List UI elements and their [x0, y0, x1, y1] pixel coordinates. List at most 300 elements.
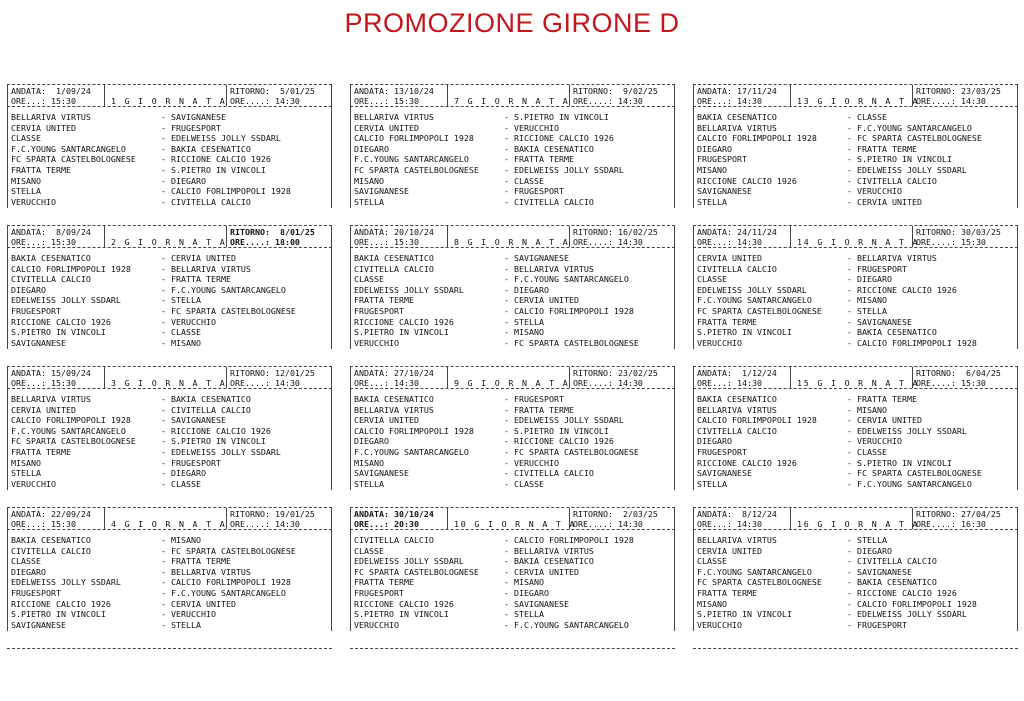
- away-team: STELLA: [514, 316, 544, 327]
- match-row: [354, 306, 671, 317]
- giornata-block: [693, 84, 1018, 225]
- home-team: FC SPARTA CASTELBOLOGNESE: [697, 577, 822, 588]
- giornata-header: [693, 85, 1018, 106]
- match-dash: -: [504, 284, 509, 295]
- match-dash: -: [161, 327, 166, 338]
- away-team: DIEGARO: [857, 545, 892, 556]
- home-team: RICCIONE CALCIO 1926: [354, 316, 454, 327]
- match-row: [11, 338, 328, 349]
- match-row: [697, 577, 1014, 588]
- giornata-block: [350, 507, 675, 648]
- away-team: CALCIO FORLIMPOPOLI 1928: [171, 577, 291, 588]
- giornata-header: [7, 226, 332, 247]
- away-team: F.C.YOUNG SANTARCANGELO: [171, 587, 286, 598]
- away-team: RICCIONE CALCIO 1926: [857, 284, 957, 295]
- match-dash: -: [504, 425, 509, 436]
- away-team: FRATTA TERME: [171, 274, 231, 285]
- match-dash: -: [504, 337, 509, 348]
- header-separator: [104, 508, 105, 529]
- ritorno-time: ORE....: 14:30: [230, 96, 300, 106]
- header-separator: [226, 226, 227, 247]
- header-row-times: [11, 378, 328, 389]
- match-list: [693, 532, 1018, 631]
- away-team: S.PIETRO IN VINCOLI: [514, 425, 609, 436]
- home-team: CLASSE: [354, 545, 384, 556]
- match-row: [11, 253, 328, 264]
- away-team: CIVITELLA CALCIO: [171, 196, 251, 207]
- match-row: [354, 112, 671, 123]
- match-row: [354, 577, 671, 588]
- home-team: EDELWEISS JOLLY SSDARL: [11, 577, 121, 588]
- andata-time: ORE...: 15:30: [11, 96, 76, 106]
- match-dash: -: [847, 327, 852, 338]
- away-team: FRUGESPORT: [171, 457, 221, 468]
- match-dash: -: [161, 556, 166, 567]
- andata-date: ANDATA: 13/10/24: [354, 86, 434, 96]
- away-team: CERVIA UNITED: [514, 295, 579, 306]
- home-team: CIVITELLA CALCIO: [11, 274, 91, 285]
- header-row-times: [11, 237, 328, 248]
- home-team: CIVITELLA CALCIO: [697, 425, 777, 436]
- home-team: F.C.YOUNG SANTARCANGELO: [354, 154, 469, 165]
- away-team: STELLA: [514, 609, 544, 620]
- giornata-label: 4 G I O R N A T A: [111, 519, 227, 529]
- andata-time: ORE...: 14:30: [697, 519, 762, 529]
- match-row: [11, 197, 328, 208]
- match-row: [11, 415, 328, 426]
- ritorno-time: ORE....: 15:30: [916, 237, 986, 247]
- match-dash: -: [504, 545, 509, 556]
- match-list: [350, 109, 675, 208]
- match-dash: -: [847, 598, 852, 609]
- away-team: RICCIONE CALCIO 1926: [171, 425, 271, 436]
- match-row: [354, 415, 671, 426]
- home-team: BELLARIVA VIRTUS: [354, 112, 434, 122]
- match-dash: -: [504, 415, 509, 426]
- match-dash: -: [847, 468, 852, 479]
- match-row: [354, 436, 671, 447]
- match-dash: -: [161, 133, 166, 144]
- home-team: MISANO: [697, 164, 727, 175]
- home-team: RICCIONE CALCIO 1926: [697, 175, 797, 186]
- match-dash: -: [847, 337, 852, 348]
- match-dash: -: [504, 598, 509, 609]
- home-team: EDELWEISS JOLLY SSDARL: [354, 284, 464, 295]
- match-dash: -: [161, 164, 166, 175]
- match-dash: -: [847, 274, 852, 285]
- match-dash: -: [847, 394, 852, 404]
- match-row: [354, 253, 671, 264]
- home-team: RICCIONE CALCIO 1926: [697, 457, 797, 468]
- match-dash: -: [161, 436, 166, 447]
- match-row: [354, 176, 671, 187]
- match-dash: -: [504, 154, 509, 165]
- home-team: BELLARIVA VIRTUS: [697, 535, 777, 545]
- match-dash: -: [847, 545, 852, 556]
- schedule-column-1: [7, 84, 332, 649]
- match-row: [11, 186, 328, 197]
- match-dash: -: [847, 415, 852, 426]
- match-row: [11, 556, 328, 567]
- match-dash: -: [847, 122, 852, 133]
- away-team: FRUGESPORT: [857, 619, 907, 630]
- home-team: FRUGESPORT: [354, 305, 404, 316]
- match-dash: -: [161, 316, 166, 327]
- away-team: SAVIGNANESE: [514, 253, 569, 263]
- home-team: CLASSE: [697, 556, 727, 567]
- match-row: [697, 447, 1014, 458]
- away-team: VERUCCHIO: [171, 609, 216, 620]
- home-team: CALCIO FORLIMPOPOLI 1928: [11, 415, 131, 426]
- header-separator: [569, 508, 570, 529]
- match-row: [11, 535, 328, 546]
- giornata-header: [7, 367, 332, 388]
- match-row: [354, 479, 671, 490]
- match-row: [354, 338, 671, 349]
- away-team: CIVITELLA CALCIO: [171, 404, 251, 415]
- match-row: [697, 599, 1014, 610]
- away-team: FRATTA TERME: [514, 404, 574, 415]
- match-dash: -: [847, 186, 852, 197]
- away-team: CERVIA UNITED: [857, 415, 922, 426]
- match-dash: -: [504, 175, 509, 186]
- match-dash: -: [847, 295, 852, 306]
- match-dash: -: [504, 587, 509, 598]
- away-team: FRATTA TERME: [857, 143, 917, 154]
- match-dash: -: [847, 556, 852, 567]
- match-row: [697, 546, 1014, 557]
- match-row: [354, 458, 671, 469]
- match-dash: -: [847, 436, 852, 447]
- home-team: DIEGARO: [697, 143, 732, 154]
- away-team: FC SPARTA CASTELBOLOGNESE: [514, 446, 639, 457]
- home-team: F.C.YOUNG SANTARCANGELO: [697, 295, 812, 306]
- match-row: [354, 426, 671, 437]
- match-list: [693, 250, 1018, 349]
- match-dash: -: [504, 112, 509, 122]
- match-dash: -: [161, 143, 166, 154]
- away-team: BAKIA CESENATICO: [171, 394, 251, 404]
- header-separator: [912, 226, 913, 247]
- andata-time: ORE...: 15:30: [354, 237, 419, 247]
- match-list: [693, 391, 1018, 490]
- home-team: FRUGESPORT: [697, 154, 747, 165]
- andata-date: ANDATA: 15/09/24: [11, 368, 91, 378]
- match-list: [350, 250, 675, 349]
- home-team: BAKIA CESENATICO: [354, 253, 434, 263]
- match-row: [11, 447, 328, 458]
- home-team: CALCIO FORLIMPOPOLI 1928: [697, 133, 817, 144]
- away-team: RICCIONE CALCIO 1926: [514, 133, 614, 144]
- match-row: [354, 405, 671, 416]
- home-team: S.PIETRO IN VINCOLI: [11, 327, 106, 338]
- match-dash: -: [847, 133, 852, 144]
- match-dash: -: [161, 186, 166, 197]
- home-team: DIEGARO: [11, 284, 46, 295]
- match-row: [354, 285, 671, 296]
- away-team: STELLA: [171, 619, 201, 630]
- home-team: EDELWEISS JOLLY SSDARL: [697, 284, 807, 295]
- home-team: CLASSE: [11, 133, 41, 144]
- header-row-times: [697, 519, 1014, 530]
- away-team: EDELWEISS JOLLY SSDARL: [171, 133, 281, 144]
- giornata-block: [7, 507, 332, 648]
- home-team: CLASSE: [354, 274, 384, 285]
- match-dash: -: [504, 609, 509, 620]
- match-row: [697, 338, 1014, 349]
- match-row: [697, 133, 1014, 144]
- giornata-label: 2 G I O R N A T A: [111, 237, 227, 247]
- header-row-dates: [354, 227, 671, 238]
- andata-date: ANDATA: 27/10/24: [354, 368, 434, 378]
- match-dash: -: [161, 196, 166, 207]
- header-separator: [569, 85, 570, 106]
- ritorno-date: RITORNO: 27/04/25: [916, 509, 1001, 519]
- header-row-times: [697, 237, 1014, 248]
- match-dash: -: [161, 263, 166, 274]
- match-list: [350, 532, 675, 631]
- match-dash: -: [161, 478, 166, 489]
- header-separator: [104, 226, 105, 247]
- andata-time: ORE...: 15:30: [354, 96, 419, 106]
- match-list: [7, 250, 332, 349]
- match-dash: -: [161, 446, 166, 457]
- match-dash: -: [847, 446, 852, 457]
- away-team: STELLA: [857, 535, 887, 545]
- divider-line: [350, 648, 675, 649]
- match-row: [11, 479, 328, 490]
- home-team: FRUGESPORT: [354, 587, 404, 598]
- match-row: [11, 588, 328, 599]
- match-dash: -: [161, 566, 166, 577]
- match-dash: -: [504, 619, 509, 630]
- match-dash: -: [504, 566, 509, 577]
- away-team: CALCIO FORLIMPOPOLI 1928: [171, 186, 291, 197]
- match-dash: -: [161, 122, 166, 133]
- match-list: [7, 109, 332, 208]
- andata-time: ORE...: 14:30: [354, 378, 419, 388]
- header-separator: [569, 367, 570, 388]
- home-team: CERVIA UNITED: [11, 122, 76, 133]
- home-team: BAKIA CESENATICO: [11, 535, 91, 545]
- home-team: RICCIONE CALCIO 1926: [11, 316, 111, 327]
- match-row: [354, 546, 671, 557]
- away-team: DIEGARO: [171, 175, 206, 186]
- away-team: F.C.YOUNG SANTARCANGELO: [514, 619, 629, 630]
- match-dash: -: [161, 337, 166, 348]
- match-dash: -: [847, 566, 852, 577]
- home-team: FRATTA TERME: [11, 446, 71, 457]
- home-team: SAVIGNANESE: [11, 337, 66, 348]
- home-team: SAVIGNANESE: [354, 186, 409, 197]
- home-team: BELLARIVA VIRTUS: [11, 112, 91, 122]
- match-dash: -: [847, 253, 852, 263]
- header-row-dates: [697, 368, 1014, 379]
- home-team: RICCIONE CALCIO 1926: [354, 598, 454, 609]
- match-dash: -: [847, 587, 852, 598]
- match-dash: -: [504, 295, 509, 306]
- away-team: FC SPARTA CASTELBOLOGNESE: [171, 545, 296, 556]
- match-row: [697, 154, 1014, 165]
- giornata-label: 8 G I O R N A T A: [454, 237, 570, 247]
- away-team: SAVIGNANESE: [514, 598, 569, 609]
- away-team: RICCIONE CALCIO 1926: [857, 587, 957, 598]
- home-team: S.PIETRO IN VINCOLI: [697, 327, 792, 338]
- match-dash: -: [504, 196, 509, 207]
- away-team: VERUCCHIO: [857, 186, 902, 197]
- giornata-block: [693, 366, 1018, 507]
- home-team: S.PIETRO IN VINCOLI: [354, 327, 449, 338]
- giornata-block: [350, 225, 675, 366]
- match-row: [11, 144, 328, 155]
- match-row: [11, 577, 328, 588]
- match-dash: -: [847, 404, 852, 415]
- match-row: [354, 197, 671, 208]
- match-row: [11, 133, 328, 144]
- away-team: MISANO: [514, 577, 544, 588]
- divider-line: [693, 648, 1018, 649]
- away-team: MISANO: [171, 535, 201, 545]
- home-team: CALCIO FORLIMPOPOLI 1928: [11, 263, 131, 274]
- away-team: BELLARIVA VIRTUS: [514, 263, 594, 274]
- ritorno-time: ORE....: 14:30: [230, 519, 300, 529]
- match-dash: -: [161, 609, 166, 620]
- home-team: FC SPARTA CASTELBOLOGNESE: [354, 566, 479, 577]
- ritorno-time: ORE....: 14:30: [230, 378, 300, 388]
- home-team: BAKIA CESENATICO: [697, 394, 777, 404]
- match-list: [7, 391, 332, 490]
- match-row: [697, 394, 1014, 405]
- match-row: [11, 317, 328, 328]
- giornata-header: [7, 508, 332, 529]
- match-row: [11, 165, 328, 176]
- header-row-times: [354, 519, 671, 530]
- match-row: [697, 556, 1014, 567]
- ritorno-date: RITORNO: 23/02/25: [573, 368, 658, 378]
- match-row: [354, 447, 671, 458]
- match-row: [354, 264, 671, 275]
- home-team: BAKIA CESENATICO: [354, 394, 434, 404]
- home-team: CALCIO FORLIMPOPOLI 1928: [697, 415, 817, 426]
- match-row: [354, 327, 671, 338]
- home-team: VERUCCHIO: [697, 337, 742, 348]
- match-row: [11, 123, 328, 134]
- header-row-dates: [354, 509, 671, 520]
- match-dash: -: [847, 316, 852, 327]
- match-dash: -: [847, 457, 852, 468]
- away-team: CIVITELLA CALCIO: [857, 556, 937, 567]
- ritorno-time: ORE....: 14:30: [573, 519, 643, 529]
- match-list: [350, 391, 675, 490]
- away-team: CIVITELLA CALCIO: [857, 175, 937, 186]
- away-team: DIEGARO: [857, 274, 892, 285]
- match-row: [11, 394, 328, 405]
- ritorno-time: ORE....: 14:30: [573, 237, 643, 247]
- away-team: FRATTA TERME: [514, 154, 574, 165]
- match-dash: -: [161, 284, 166, 295]
- home-team: VERUCCHIO: [354, 619, 399, 630]
- match-row: [11, 176, 328, 187]
- giornata-header: [350, 508, 675, 529]
- home-team: RICCIONE CALCIO 1926: [11, 598, 111, 609]
- ritorno-time: ORE....: 16:30: [916, 519, 986, 529]
- match-row: [354, 556, 671, 567]
- match-dash: -: [847, 535, 852, 545]
- match-row: [11, 436, 328, 447]
- giornata-label: 10 G I O R N A T A: [454, 519, 577, 529]
- andata-time: ORE...: 14:30: [697, 237, 762, 247]
- match-row: [354, 186, 671, 197]
- away-team: S.PIETRO IN VINCOLI: [171, 436, 266, 447]
- andata-date: ANDATA: 30/10/24: [354, 509, 434, 519]
- page-title: PROMOZIONE GIRONE D: [344, 8, 680, 38]
- match-dash: -: [504, 263, 509, 274]
- match-row: [354, 468, 671, 479]
- match-dash: -: [504, 468, 509, 479]
- away-team: CALCIO FORLIMPOPOLI 1928: [857, 337, 977, 348]
- match-row: [354, 123, 671, 134]
- match-row: [697, 609, 1014, 620]
- match-row: [697, 588, 1014, 599]
- home-team: SAVIGNANESE: [697, 186, 752, 197]
- home-team: VERUCCHIO: [11, 478, 56, 489]
- away-team: EDELWEISS JOLLY SSDARL: [857, 425, 967, 436]
- ritorno-date: RITORNO: 8/01/25: [230, 227, 315, 237]
- ritorno-time: ORE....: 14:30: [573, 96, 643, 106]
- schedule-column-2: [350, 84, 675, 649]
- header-separator: [447, 226, 448, 247]
- match-dash: -: [847, 112, 852, 122]
- giornata-header: [350, 226, 675, 247]
- andata-time: ORE...: 15:30: [11, 237, 76, 247]
- match-dash: -: [161, 415, 166, 426]
- away-team: F.C.YOUNG SANTARCANGELO: [514, 274, 629, 285]
- giornata-label: 1 G I O R N A T A: [111, 96, 227, 106]
- match-row: [697, 274, 1014, 285]
- away-team: CLASSE: [171, 478, 201, 489]
- header-separator: [226, 85, 227, 106]
- match-dash: -: [504, 316, 509, 327]
- away-team: STELLA: [857, 305, 887, 316]
- header-separator: [912, 508, 913, 529]
- match-dash: -: [161, 154, 166, 165]
- match-row: [697, 176, 1014, 187]
- match-row: [697, 112, 1014, 123]
- header-row-times: [11, 519, 328, 530]
- away-team: BAKIA CESENATICO: [171, 143, 251, 154]
- away-team: FRATTA TERME: [171, 556, 231, 567]
- match-dash: -: [847, 284, 852, 295]
- match-dash: -: [847, 143, 852, 154]
- giornata-header: [7, 85, 332, 106]
- away-team: STELLA: [171, 295, 201, 306]
- match-dash: -: [504, 535, 509, 545]
- home-team: S.PIETRO IN VINCOLI: [354, 609, 449, 620]
- giornata-block: [7, 84, 332, 225]
- home-team: MISANO: [11, 457, 41, 468]
- away-team: VERUCCHIO: [514, 457, 559, 468]
- match-row: [11, 458, 328, 469]
- home-team: MISANO: [354, 175, 384, 186]
- away-team: FC SPARTA CASTELBOLOGNESE: [857, 468, 982, 479]
- giornata-block: [693, 507, 1018, 648]
- match-row: [697, 306, 1014, 317]
- match-dash: -: [161, 112, 166, 122]
- match-row: [697, 317, 1014, 328]
- match-row: [697, 165, 1014, 176]
- match-row: [11, 599, 328, 610]
- andata-date: ANDATA: 17/11/24: [697, 86, 777, 96]
